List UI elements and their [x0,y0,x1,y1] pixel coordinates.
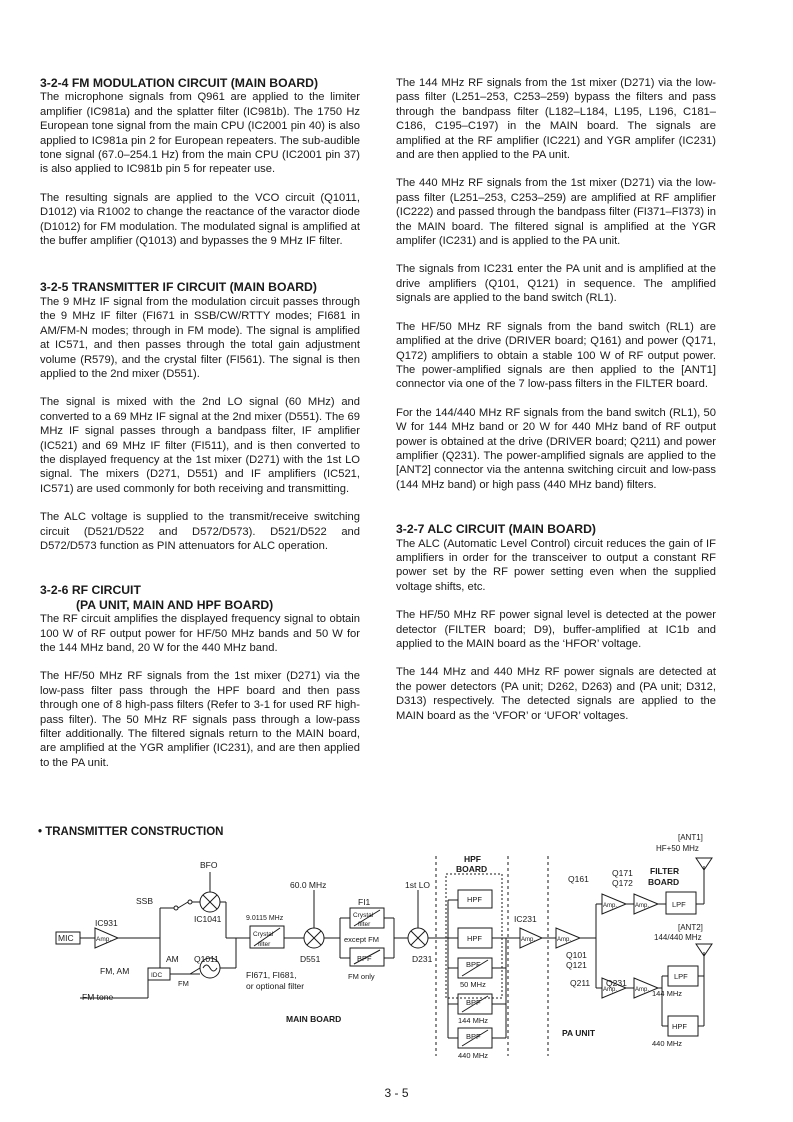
fm-tone-label: FM tone [82,992,114,1002]
fm-am-label: FM, AM [100,966,130,976]
am-label: AM [166,954,179,964]
lpf-144-band-label: 144 MHz [652,989,683,998]
section-3-2-7-paragraph-3: The 144 MHz and 440 MHz RF power signals are detected at the power detectors (PA unit; D262, D263) and (PA unit; D312, D313) respectively. The detected signals are applied to the MAIN board as the ‘VFOR’ or ‘UFOR’ voltages. [396,666,716,722]
section-3-2-6-subtitle: (PA UNIT, MAIN AND HPF BOARD) [76,597,274,612]
lpf-hf-label: LPF [672,900,686,909]
bpf-440-label: BPF [466,1032,481,1041]
lo1-label: 1st LO [405,880,431,890]
mhz440-label: 440 MHz [458,1051,489,1060]
q231-amp-label: Amp. [635,987,650,993]
ant1-band-label: HF+50 MHz [656,844,699,853]
ssb-switch-contact [174,906,178,910]
q1011-label: Q1011 [194,954,219,964]
ic1041-label: IC1041 [194,914,222,924]
section-3-2-7-paragraph-1: The ALC (Automatic Level Control) circuit reduces the gain of IF amplifiers in order for the transceiver to output a constant RF power set by the RF power setting even when the supplied voltage shifts, etc. [396,537,716,593]
ic931-amp-label: Amp. [96,936,112,943]
filter-board-label-2: BOARD [648,877,680,887]
page-number: 3 - 5 [384,1086,409,1100]
ssb-label: SSB [136,896,154,906]
ssb-switch-blade [178,902,188,908]
hpf-board-label-1: HPF [464,854,481,864]
hpf-440-label: HPF [672,1022,687,1031]
transmitter-block-diagram [50,828,730,1066]
rf-paragraph-440mhz: The 440 MHz RF signals from the 1st mixer (D271) via the low-pass filter (L251–253, C253–259) are amplified at RF amplifier (IC222) and passed through the bandpass filter (FI371–FI373) in the MAIN board. The filtered signal is amplified at the YGR amplifer (IC231) and is applied to the PA unit. [396,177,716,248]
rf-paragraph-pa-unit: The signals from IC231 enter the PA unit and is amplified at the drive amplifiers (Q101, Q121) in sequence. The amplified signals are applied to the band switch (RL1). [396,263,716,305]
section-3-2-4-paragraph-1: The microphone signals from Q961 are applied to the limiter amplifier (IC981a) and the splatter filter (IC981b). The 1750 Hz European tone signal from the main CPU (IC2001 pin 40) is also applied to IC981a pin 2 for European repeaters. The sub-audible tone signal (67.0–254.1 Hz) from the main CPU (IC2001 pin 37) is also applied to IC981b pin 5 for repeater use. [40,91,360,176]
q101-label: Q101 [566,950,587,960]
fi1-filter-label: filter [358,921,371,928]
q101-amp-label: Amp. [557,937,572,943]
except-fm-label: except FM [344,935,380,944]
bpf-50-label: BPF [466,960,481,969]
filter-board-label-1: FILTER [650,866,680,876]
section-3-2-5-paragraph-1: The 9 MHz IF signal from the modulation circuit passes through the 9 MHz IF filter (FI671 in SSB/CW/RTTY modes; FI681 in AM/FM-N modes; through in FM mode). The signal is amplified at IC571, and then passes through the total gain adjustment volume (R579), and the crystal filter (FI561). The signal is then applied to the 2nd mixer (D551). [40,295,360,380]
main-board-label: MAIN BOARD [286,1014,342,1024]
q121-label: Q121 [566,960,587,970]
figure-title: • TRANSMITTER CONSTRUCTION [38,826,224,838]
q211-amp-label: Amp. [603,987,618,993]
q171-amp-label: Amp. [635,903,650,909]
fm-label: FM [178,979,189,988]
rf-paragraph-hf50: The HF/50 MHz RF signals from the band switch (RL1) are amplified at the drive (DRIVER board; Q161) and power (Q171, Q172) amplifiers to obtain a stable 100 W of RF output power. The power-amplified signals are then applied to the [ANT1] connector via one of the 7 low-pass filters in the FILTER board. [396,320,716,391]
section-3-2-7-paragraph-2: The HF/50 MHz RF power signal level is detected at the power detector (FILTER board; D9), buffer-amplified at IC1b and applied to the MAIN board as the ‘HFOR’ voltage. [396,609,716,650]
q172-label: Q172 [612,878,633,888]
rf-paragraph-144mhz: The 144 MHz RF signals from the 1st mixer (D271) via the low-pass filter (L251–253, C253–259) bypass the filters and pass through the bandpass filter (L182–L184, L195, L196, C181–C186, C195–C197) in the MAIN board. The signals are amplified at the RF amplifier (IC221) and YGR amplifer (IC231) and are then applied to the PA unit. [396,77,716,162]
q171-label: Q171 [612,868,633,878]
ic231-label: IC231 [514,914,537,924]
section-3-2-4-paragraph-2: The resulting signals are applied to the VCO circuit (Q1011, D1012) via R1002 to change the reactance of the varactor diode (D1012) for FM modulation. The modulated signal is amplified at the buffer amplifier (Q1013) and bypasses the 9 MHz IF filter. [40,191,360,248]
idc-label: IDC [151,972,163,979]
section-3-2-4-title: 3-2-4 FM MODULATION CIRCUIT (MAIN BOARD) [40,76,319,90]
left-column [40,76,360,784]
section-3-2-6-title: 3-2-6 RF CIRCUIT [40,583,141,598]
if-freq-label: 9.0115 MHz [246,915,284,922]
lo60-label: 60.0 MHz [290,880,327,890]
section-3-2-5-title: 3-2-5 TRANSMITTER IF CIRCUIT (MAIN BOARD) [40,280,317,295]
ant1-label: [ANT1] [678,833,703,842]
d231-label: D231 [412,954,433,964]
mic-label: MIC [58,933,74,943]
mhz144-label: 144 MHz [458,1016,489,1025]
ic931-label: IC931 [95,918,118,928]
q231-label: Q231 [606,978,627,988]
pa-unit-label: PA UNIT [562,1028,596,1038]
ant2-label: [ANT2] [678,923,703,932]
ant2-band-label: 144/440 MHz [654,933,702,942]
bpf-144-label: BPF [466,998,481,1007]
hpf-box-2-label: HPF [467,934,482,943]
fi1-label: FI1 [358,897,371,907]
hpf-board-label-2: BOARD [456,864,488,874]
section-3-2-6-paragraph-2: The HF/50 MHz RF signals from the 1st mixer (D271) via the low-pass filter pass through the HPF board and then pass through one of 8 high-pass filters (Refer to 3-1 for used RF high-pass filter). The 50 MHz RF signals pass through a low-pass filter additionally. The filtered signals return to the MAIN board, are amplified at the YGR amplifier (IC231), and are then applied to the PA unit. [40,670,360,769]
section-3-2-6-paragraph-1: The RF circuit amplifies the displayed frequency signal to obtain 100 W of RF output power for HF/50 MHz bands and 50 W for the 144 MHz band, 20 W for the 440 MHz band. [40,613,360,654]
hpf-440-band-label: 440 MHz [652,1039,683,1048]
hpf-box-1-label: HPF [467,895,482,904]
if-crystal-label: Crystal [253,931,274,938]
bpf-fm-label: BPF [357,954,372,963]
fi-note-1: FI671, FI681, [246,970,297,980]
ssb-switch-contact-2 [188,900,192,904]
mhz50-label: 50 MHz [460,980,486,989]
section-3-2-5-paragraph-3: The ALC voltage is supplied to the transmit/receive switching circuit (D521/D522 and D572/D573). D521/D522 and D572/D573 function as PIN attenuators for ALC operation. [40,511,360,552]
lpf-144-label: LPF [674,972,688,981]
q161-label: Q161 [568,874,589,884]
ic231-amp-label: Amp. [521,937,536,943]
fi1-crystal-label: Crystal [353,912,374,919]
fm-only-label: FM only [348,972,375,981]
q211-label: Q211 [570,978,591,988]
q161-amp-label: Amp. [603,903,618,909]
section-3-2-7-title: 3-2-7 ALC CIRCUIT (MAIN BOARD) [396,522,596,537]
section-3-2-5-paragraph-2: The signal is mixed with the 2nd LO signal (60 MHz) and converted to a 69 MHz IF signal at the 2nd mixer (D551). The 69 MHz IF signal passes through a bandpass filter, IF amplifier (IC521) and 69 MHz IF filter (FI511), and is then converted to the displayed frequency at the 1st mixer (D271) with the 1st LO signal. The mixers (D271, D551) and IF amplifiers (IC521, IC571) are used commonly for both receiving and transmitting. [40,396,360,495]
fi-note-2: or optional filter [246,981,305,991]
right-column [396,76,716,737]
bfo-label: BFO [200,860,218,870]
rf-paragraph-144-440: For the 144/440 MHz RF signals from the band switch (RL1), 50 W for 144 MHz band or 20 W for 440 MHz band of RF output power is obtained at the drive (DRIVER board; Q211) and power amplifier (Q231). The power-amplified signals are applied to the [ANT2] connector via the antenna switching circuit and low-pass (144 MHz band) or high pass (440 MHz band) filters. [396,406,716,491]
d551-label: D551 [300,954,321,964]
if-filter-label: filter [258,941,271,948]
